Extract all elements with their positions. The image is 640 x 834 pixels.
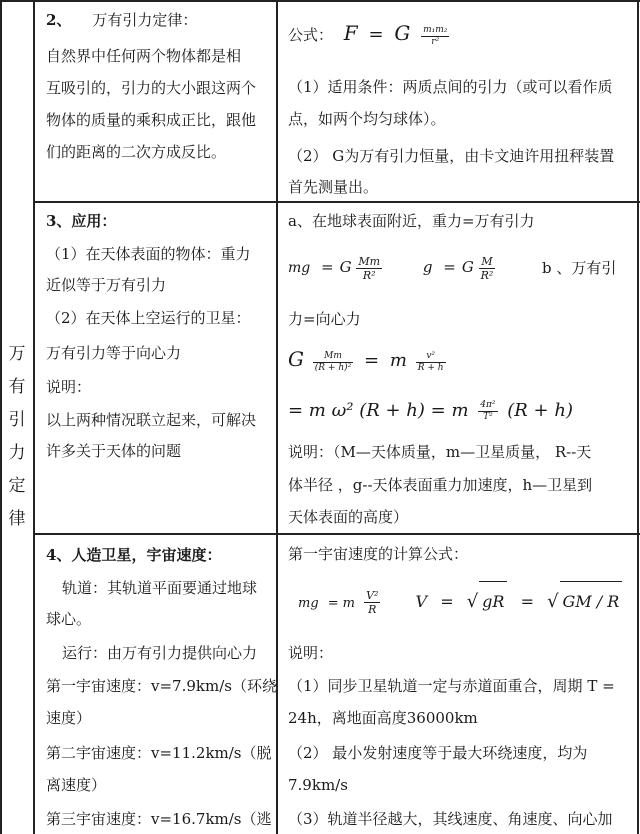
row3-line-b2: 力=向心力 <box>288 310 361 328</box>
row3-line-a: a、在地球表面附近，重力=万有引力 <box>288 212 535 230</box>
row2-right-cell <box>282 0 634 200</box>
eq4-left: = m ω² (R + h) = m <box>288 400 469 421</box>
row4-left-line: 轨道：其轨道平面要通过地球 <box>62 579 258 597</box>
row2-right-line: （1）适用条件：两质点间的引力（或可以看作质 <box>288 78 613 96</box>
eq3-denominator: (R + h)² <box>314 362 352 373</box>
row2-formula <box>288 18 449 50</box>
formula-fraction <box>421 25 449 48</box>
eq2-fraction <box>479 255 496 282</box>
eq4-right: (R + h) <box>507 400 573 421</box>
table-border-right <box>637 0 639 834</box>
row4-right-note: （2） 最小发射速度等于最大环绕速度，均为 <box>288 744 588 762</box>
row3-left-line: 说明： <box>46 378 92 396</box>
row2-left-cell <box>40 0 272 200</box>
eq3-numerator: Mm <box>324 350 342 361</box>
eq1-numerator: Mm <box>358 254 381 268</box>
side-label <box>0 338 34 536</box>
row2-right-line: （2） G为万有引力恒量，由卡文迪许用扭秤装置 <box>288 147 615 165</box>
row3-heading: 3、应用： <box>46 212 117 230</box>
row2-heading-text: 万有引力定律： <box>92 11 198 29</box>
v-symbol: V <box>415 592 428 611</box>
row2-heading <box>46 7 197 33</box>
formula-denominator: r² <box>421 36 449 48</box>
eq1-denominator: R² <box>356 268 382 282</box>
row4-right-note: （3）轨道半径越大，其线速度、角速度、向心加 <box>288 810 613 828</box>
row3-eq1: mg = G $\frac{Mm}{\text{R²}}$ g = G $\frac{M}{\text{R²}}$ <box>288 254 494 282</box>
row3-left-line: （1）在天体表面的物体：重力 <box>46 245 251 263</box>
row4-left-line: 第三宇宙速度：v=16.7km/s（逃 <box>46 810 272 828</box>
sqrt-icon: √ <box>547 591 559 612</box>
row4-heading: 4、人造卫星，宇宙速度： <box>46 546 222 564</box>
row2-right-line: 首先测量出。 <box>288 178 379 196</box>
eq1-lhs: mg <box>288 260 311 276</box>
sqrt-gm-r: GM / R <box>560 581 623 622</box>
row3-eq3: G $\frac{Mm}{\text{(R + h)²}}$ = m $\frac{\text{v²}}{R + h}$ <box>288 347 444 373</box>
row3-left-line: 许多关于天体的问题 <box>46 442 182 460</box>
side-label-char: 律 <box>8 509 26 529</box>
eq4-denominator: T² <box>478 411 497 423</box>
formula-eq: = <box>368 24 384 45</box>
row3-left-line: 近似等于万有引力 <box>46 276 167 294</box>
row3-left-line: （2）在天体上空运行的卫星： <box>46 309 251 327</box>
side-label-char: 力 <box>8 443 26 463</box>
eq4-numerator: 4π² <box>480 399 496 410</box>
row3-right-cell <box>282 203 634 533</box>
sqrt-gr: gR <box>479 581 507 622</box>
row3-right-note: 天体表面的高度） <box>288 508 409 526</box>
row3-left-line: 万有引力等于向心力 <box>46 344 182 362</box>
formula-g: G <box>394 21 411 45</box>
row4-right-note: 24h，离地面高度36000km <box>288 709 478 727</box>
row3-right-note: 说明：（M—天体质量，m—卫星质量， R--天 <box>288 443 592 461</box>
row4-right-note: 7.9km/s <box>288 776 348 794</box>
eq2-denominator: R² <box>480 268 494 282</box>
row4-left-line: 第二宇宙速度：v=11.2km/s（脱 <box>46 744 272 762</box>
eq3-rfraction <box>416 351 446 374</box>
side-label-char: 定 <box>8 476 26 496</box>
row4-left-line: 运行：由万有引力提供向心力 <box>62 644 258 662</box>
row2-left-line: 们的距离的二次方成反比。 <box>46 143 227 161</box>
formula-label: 公式： <box>288 26 334 44</box>
eq2-lhs: g <box>422 258 433 276</box>
content-column-divider <box>276 0 278 834</box>
row2-right-line: 点，如两个均匀球体）。 <box>288 110 446 128</box>
row4-left-line: 球心。 <box>46 610 92 628</box>
eq4-fraction <box>478 400 497 423</box>
v-eq-fraction <box>364 589 380 616</box>
row4-right-note: （1）同步卫星轨道一定与赤道面重合，周期 T = <box>288 677 615 695</box>
row4-right-note: 说明： <box>288 644 334 662</box>
row3-left-cell <box>40 203 272 533</box>
v-eq-denominator: R <box>364 602 380 616</box>
row2-left-line: 物体的质量的乘积成正比，跟他 <box>46 111 257 129</box>
v-eq-lhs: mg <box>298 596 319 611</box>
formula-numerator: m₁m₂ <box>423 24 448 35</box>
eq3-rnumerator: v² <box>426 350 436 361</box>
row4-left-line: 速度） <box>46 709 92 727</box>
row4-velocity-formula: mg = m $\frac{\text{V²}}{R}$ V = √ gR = √ GM / R <box>298 581 622 624</box>
v-eq-numerator: V² <box>366 589 379 602</box>
eq1-fraction <box>356 255 382 282</box>
row2-left-line: 互吸引的，引力的大小跟这两个 <box>46 79 257 97</box>
side-label-char: 万 <box>8 344 26 364</box>
side-label-char: 引 <box>8 410 26 430</box>
sqrt-icon: √ <box>466 591 479 612</box>
row2-left-line: 自然界中任何两个物体都是相 <box>46 47 242 65</box>
row3-eq4 <box>288 393 573 429</box>
side-label-char: 有 <box>8 377 26 397</box>
row4-left-line: 第一宇宙速度：v=7.9km/s（环绕 <box>46 677 277 695</box>
row4-left-line: 离速度） <box>46 776 107 794</box>
eq3-fraction <box>313 351 353 374</box>
row4-left-cell <box>40 535 277 834</box>
row2-heading-num: 2、 <box>46 11 72 29</box>
formula-lhs: F <box>343 21 358 45</box>
eq3-rdenominator: R + h <box>417 362 444 373</box>
row3-line-b1: b 、万有引 <box>542 259 617 277</box>
eq2-numerator: M <box>481 254 493 268</box>
row3-left-line: 以上两种情况联立起来，可解决 <box>46 411 257 429</box>
row3-right-note: 体半径 ，g--天体表面重力加速度，h—卫星到 <box>288 476 593 494</box>
row4-right-cell <box>282 535 634 834</box>
row4-title: 第一宇宙速度的计算公式： <box>288 545 469 563</box>
